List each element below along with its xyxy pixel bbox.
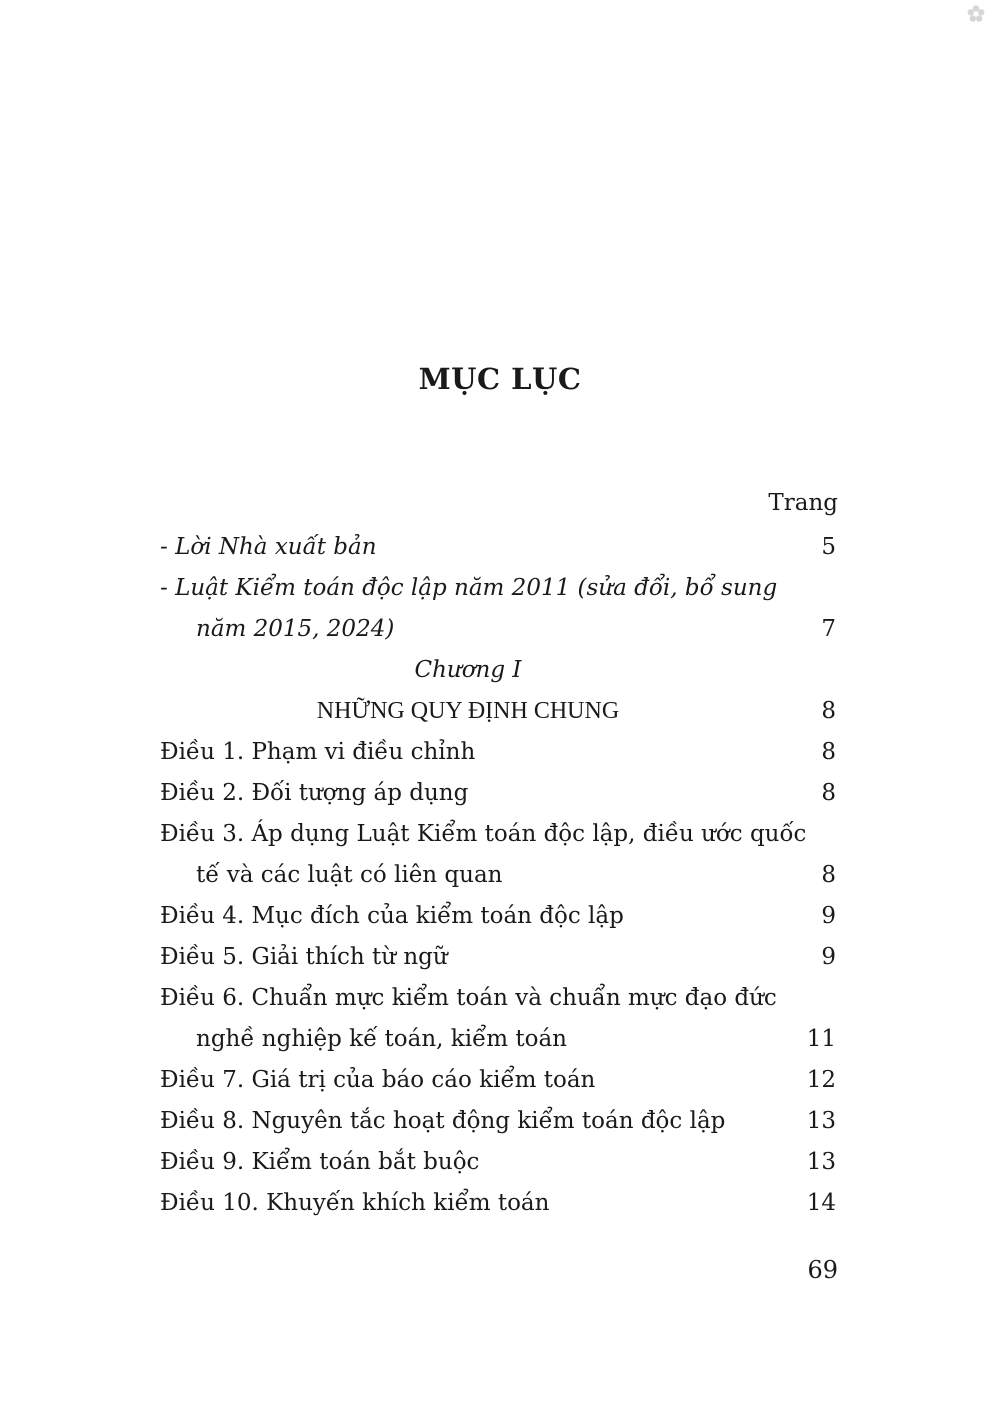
toc-entry-page: 9: [821, 944, 836, 970]
toc-entry[interactable]: [160, 530, 836, 564]
toc-entry[interactable]: [160, 1104, 836, 1138]
toc-entry-page: 12: [806, 1067, 836, 1093]
toc-entry-text: năm 2015, 2024): [196, 616, 395, 642]
toc-entry[interactable]: [160, 899, 836, 933]
toc-entry[interactable]: [160, 1063, 836, 1097]
toc-entry-text: Điều 4. Mục đích của kiểm toán độc lập: [160, 903, 624, 929]
chapter-heading[interactable]: [160, 694, 836, 728]
toc-entry-page: 14: [806, 1190, 836, 1216]
toc-entry-text: Điều 9. Kiểm toán bắt buộc: [160, 1149, 480, 1175]
chapter-title: NHỮNG QUY ĐỊNH CHUNG: [316, 698, 620, 724]
toc-entry-continuation[interactable]: [160, 612, 836, 646]
toc-entry[interactable]: [160, 940, 836, 974]
toc-entry-page: 13: [806, 1149, 836, 1175]
toc-entry-text: Điều 3. Áp dụng Luật Kiểm toán độc lập, điều ước quốc: [160, 821, 807, 847]
toc-entry[interactable]: [160, 735, 836, 769]
toc-entry-page: 8: [821, 698, 836, 724]
toc-entry[interactable]: [160, 1145, 836, 1179]
toc-entry-page: 8: [821, 739, 836, 765]
toc-entry[interactable]: [160, 981, 836, 1015]
toc-entry-continuation[interactable]: [160, 858, 836, 892]
toc-entry-page: 8: [821, 780, 836, 806]
toc-entry-page: 7: [821, 616, 836, 642]
toc-entry-text: Điều 6. Chuẩn mực kiểm toán và chuẩn mực đạo đức: [160, 985, 777, 1011]
toc-entry-text: Điều 2. Đối tượng áp dụng: [160, 780, 469, 806]
page-column-header: Trang: [768, 490, 838, 516]
page-number: 69: [807, 1256, 838, 1284]
toc-entry-text: - Lời Nhà xuất bản: [160, 534, 377, 560]
toc-entry-text: tế và các luật có liên quan: [196, 862, 503, 888]
toc-entry-text: Điều 7. Giá trị của báo cáo kiểm toán: [160, 1067, 596, 1093]
flower-watermark-icon: [966, 4, 986, 24]
toc-entry-page: 8: [821, 862, 836, 888]
toc-entry-text: Điều 10. Khuyến khích kiểm toán: [160, 1190, 550, 1216]
toc-entry-continuation[interactable]: [160, 1022, 836, 1056]
page-title: MỤC LỤC: [418, 362, 582, 396]
toc-entry[interactable]: [160, 817, 836, 851]
toc-entry-text: Điều 8. Nguyên tắc hoạt động kiểm toán độc lập: [160, 1108, 726, 1134]
toc-entry-text: - Luật Kiểm toán độc lập năm 2011 (sửa đổi, bổ sung: [160, 575, 778, 601]
toc-entry-text: Điều 5. Giải thích từ ngữ: [160, 944, 448, 970]
toc-entry-text: Điều 1. Phạm vi điều chỉnh: [160, 739, 476, 765]
toc-entry-page: 9: [821, 903, 836, 929]
toc-entry[interactable]: [160, 776, 836, 810]
chapter-label: Chương I: [414, 657, 522, 683]
toc-entry-page: 11: [806, 1026, 836, 1052]
toc-entry-page: 5: [821, 534, 836, 560]
toc-entry-text: nghề nghiệp kế toán, kiểm toán: [196, 1026, 567, 1052]
toc-entry[interactable]: [160, 571, 836, 605]
toc-entry[interactable]: [160, 1186, 836, 1220]
toc-entry-page: 13: [806, 1108, 836, 1134]
